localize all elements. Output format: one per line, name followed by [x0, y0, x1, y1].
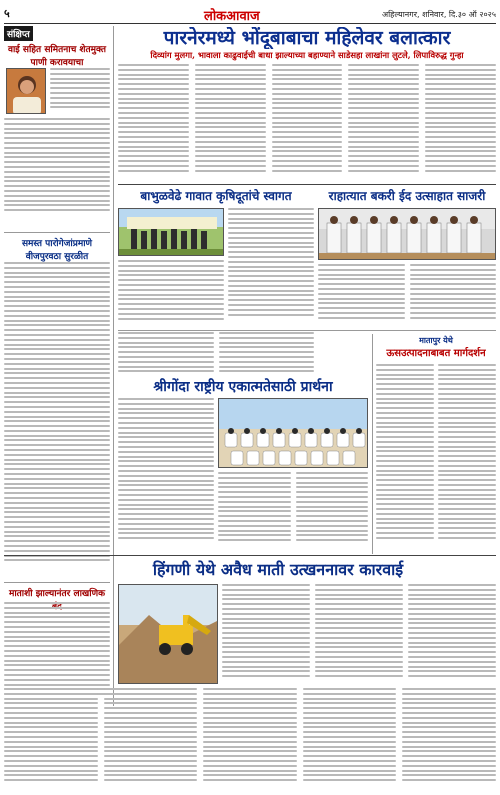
story3-headline: राहात्यात बकरी ईद उत्साहात साजरी — [328, 189, 486, 203]
story2-text-col1 — [118, 260, 224, 326]
story6-headline: हिंगणी येथे अवैध माती उत्खननावर कारवाई — [152, 560, 404, 579]
story2-photo — [118, 208, 224, 256]
story2-text-col2 — [228, 208, 314, 326]
main-subheadline: दिव्यांग मुलगा, भावाला काढुवाईची बाधा झाल्याच्या बहाण्याने साडेसहा लाखांना लुटले, लिपाविरुद्ध गुन्हा — [150, 50, 464, 60]
column-rule — [113, 26, 114, 706]
sidebar-item1-title: वाई सहित समितनाच शेतमुक्त पाणी करावयाचा — [7, 45, 107, 68]
story4-photo — [218, 398, 368, 468]
masthead-logo: लोकआवाज — [204, 9, 260, 24]
section-divider — [4, 555, 496, 556]
story5-headline: ऊसउत्पादनाबाबत मार्गदर्शन — [386, 348, 486, 359]
section-divider — [118, 184, 496, 185]
sidebar-item2-text — [4, 262, 110, 580]
left-sidebar — [4, 26, 110, 706]
story4-headline: श्रीगोंदा राष्ट्रीय एकात्मतेसाठी प्रार्थना — [153, 379, 333, 395]
story5-text — [376, 364, 496, 554]
sidebar-item2-title: समस्त पारोगेजांप्रमाणे वीजपुरवठा सुरळीत — [21, 239, 93, 262]
portrait-photo — [6, 68, 46, 114]
sidebar-item3-title: माताशी झाल्यानंतर लाखणिक — [8, 589, 106, 599]
section-divider — [118, 330, 496, 331]
story2-headline: बाभुळवेढे गावात कृषिदूतांचे स्वागत — [140, 189, 292, 203]
story3-photo — [318, 208, 496, 260]
story3-text — [318, 264, 496, 326]
story2-text-continued — [118, 332, 314, 378]
story6-text — [222, 584, 496, 684]
story6-photo — [118, 584, 218, 684]
sidebar-item1-text-b — [4, 118, 110, 228]
story5-label: मातापुर येथे — [419, 335, 453, 345]
sidebar-item1-text-a — [50, 68, 110, 116]
sidebar-divider — [4, 232, 110, 233]
main-headline: पारनेरमध्ये भोंदूबाबाचा महिलेवर बलात्कार — [163, 27, 451, 49]
main-story-body — [118, 64, 496, 182]
column-rule — [372, 334, 373, 554]
story4-text-col1 — [118, 398, 214, 550]
sidebar-section-label: संक्षिप्त — [4, 26, 33, 41]
sidebar-divider — [4, 582, 110, 583]
page-number: ५ — [4, 7, 10, 20]
bottom-text-block — [4, 688, 496, 788]
page-header — [4, 4, 496, 24]
story4-text-col2 — [218, 472, 368, 550]
dateline: अहिल्यानगर, शनिवार, दि.३० ऑ २०२५ — [381, 10, 496, 19]
